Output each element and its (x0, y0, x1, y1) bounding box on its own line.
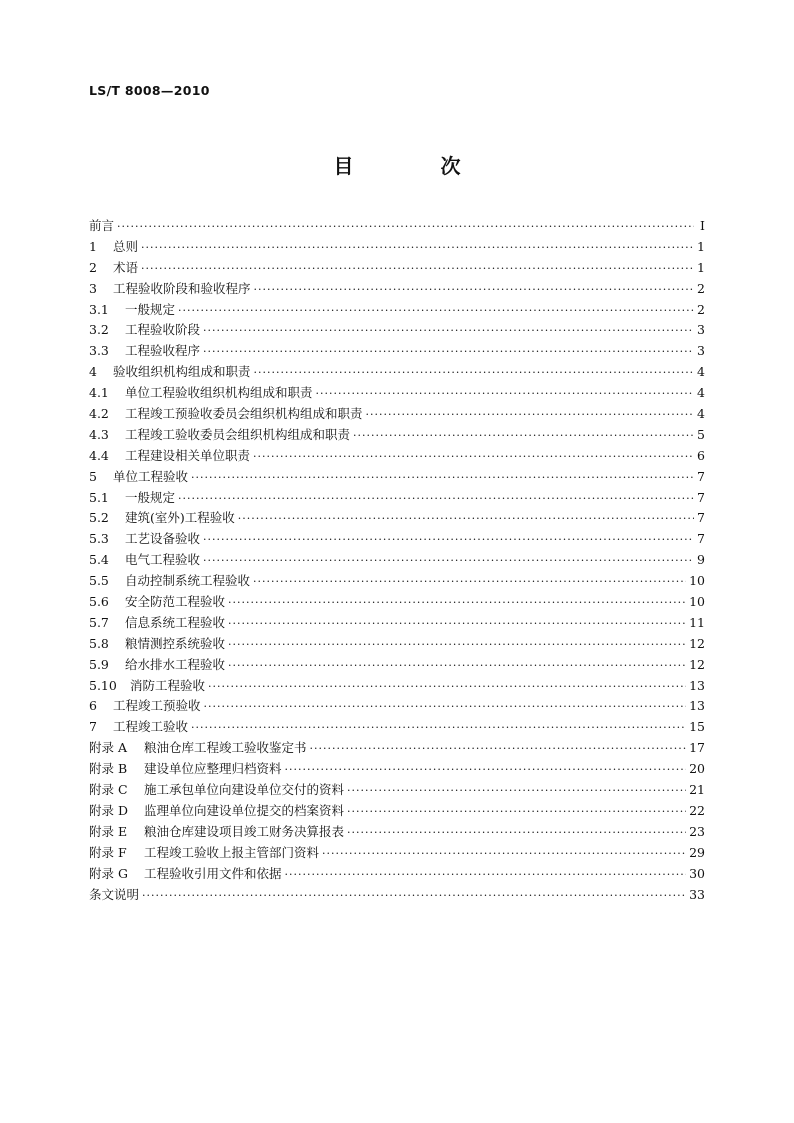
toc-entry-page: 7 (697, 510, 705, 526)
toc-entry-label: 自动控制系统工程验收 (125, 573, 251, 589)
toc-entry-number: 4.3 (89, 426, 109, 442)
dot-leader (285, 760, 687, 781)
dot-leader (142, 886, 686, 907)
dot-leader (254, 363, 694, 384)
toc-entry-number: 2 (89, 259, 97, 275)
toc-entry-page: 6 (697, 447, 705, 463)
toc-entry-page: 7 (697, 468, 705, 484)
toc-entry-label: 工程验收阶段 (125, 322, 201, 338)
toc-entry-number: 5.7 (89, 614, 109, 630)
dot-leader (316, 384, 694, 405)
toc-entry[interactable] (89, 467, 705, 488)
dot-leader (238, 509, 694, 530)
toc-entry-number: 3.1 (89, 301, 109, 317)
toc-entry-label: 术语 (113, 259, 139, 275)
dot-leader (141, 259, 694, 280)
toc-entry-label: 一般规定 (125, 301, 176, 317)
toc-entry[interactable] (89, 655, 705, 676)
toc-entry-label: 工程验收阶段和验收程序 (113, 280, 251, 296)
toc-entry-label: 电气工程验收 (125, 552, 201, 568)
toc-entry-label: 工程验收引用文件和依据 (144, 865, 282, 881)
dot-leader (253, 572, 686, 593)
toc-entry-page: 4 (697, 385, 705, 401)
toc-entry-label: 建筑(室外)工程验收 (125, 510, 235, 526)
toc-entry-label: 单位工程验收组织机构组成和职责 (125, 385, 313, 401)
toc-entry-label: 施工承包单位向建设单位交付的资料 (144, 782, 345, 798)
toc-entry-page: 23 (689, 823, 705, 839)
dot-leader (347, 823, 686, 844)
toc-entry-label: 前言 (89, 218, 115, 233)
toc-entry-number: 5.9 (89, 656, 109, 672)
toc-entry[interactable] (89, 843, 705, 864)
dot-leader (203, 530, 694, 551)
toc-entry-number: 4 (89, 364, 97, 380)
toc-entry-page: 29 (689, 844, 705, 860)
toc-entry[interactable] (89, 508, 705, 529)
toc-entry-number: 3.3 (89, 343, 109, 359)
toc-entry-number: 5.10 (89, 677, 117, 693)
toc-entry-page: 4 (697, 364, 705, 380)
toc-entry-number: 1 (89, 238, 97, 254)
toc-entry-page: Ⅰ (700, 218, 705, 233)
toc-entry-number: 4.1 (89, 385, 109, 401)
toc-entry[interactable] (89, 822, 705, 843)
toc-entry[interactable] (89, 529, 705, 550)
toc-entry-page: 15 (689, 719, 705, 735)
dot-leader (178, 489, 694, 510)
toc-entry-page: 22 (689, 802, 705, 818)
toc-entry-page: 12 (689, 656, 705, 672)
toc-entry-page: 33 (689, 886, 705, 902)
toc-entry-number: 附录 B (89, 761, 128, 777)
toc-entry-label: 条文说明 (89, 886, 140, 902)
toc-entry[interactable] (89, 300, 705, 321)
dot-leader (141, 238, 694, 259)
toc-entry[interactable] (89, 634, 705, 655)
dot-leader (322, 844, 686, 865)
toc-entry[interactable] (89, 885, 705, 906)
toc-entry-number: 附录 D (89, 802, 128, 818)
dot-leader (203, 551, 694, 572)
toc-entry-label: 工程竣工验收上报主管部门资料 (144, 844, 320, 860)
toc-entry-label: 单位工程验收 (113, 468, 189, 484)
toc-entry-label: 工程竣工预验收委员会组织机构组成和职责 (125, 406, 363, 422)
toc-entry[interactable] (89, 258, 705, 279)
toc-entry-label: 安全防范工程验收 (125, 594, 226, 610)
toc-entry-number: 4.4 (89, 447, 109, 463)
toc-entry-number: 5.5 (89, 573, 109, 589)
toc-entry[interactable] (89, 320, 705, 341)
dot-leader (204, 697, 687, 718)
toc-entry-label: 消防工程验收 (130, 677, 206, 693)
toc-entry[interactable] (89, 759, 705, 780)
toc-entry-label: 工程竣工预验收 (113, 698, 201, 714)
dot-leader (203, 342, 694, 363)
toc-entry-number: 5.2 (89, 510, 109, 526)
toc-entry-label: 验收组织机构组成和职责 (113, 364, 251, 380)
toc-entry-label: 信息系统工程验收 (125, 614, 226, 630)
toc-entry-page: 10 (689, 573, 705, 589)
dot-leader (353, 426, 694, 447)
toc-entry-label: 工艺设备验收 (125, 531, 201, 547)
toc-entry-label: 工程建设相关单位职责 (125, 447, 251, 463)
toc-entry-number: 3.2 (89, 322, 109, 338)
toc-entry-number: 5.8 (89, 635, 109, 651)
toc-entry-label: 给水排水工程验收 (125, 656, 226, 672)
toc-entry-page: 12 (689, 635, 705, 651)
dot-leader (310, 739, 687, 760)
toc-entry-page: 4 (697, 406, 705, 422)
toc-entry[interactable] (89, 550, 705, 571)
toc-entry-page: 7 (697, 531, 705, 547)
toc-entry-page: 2 (697, 280, 705, 296)
toc-entry-page: 20 (689, 761, 705, 777)
toc-entry-page: 30 (689, 865, 705, 881)
toc-entry-number: 7 (89, 719, 97, 735)
toc-entry-number: 附录 E (89, 823, 128, 839)
dot-leader (228, 656, 686, 677)
toc-entry-number: 5.6 (89, 594, 109, 610)
toc-entry-page: 7 (697, 489, 705, 505)
dot-leader (253, 447, 694, 468)
toc-entry[interactable] (89, 362, 705, 383)
toc-entry-label: 总则 (113, 238, 139, 254)
dot-leader (178, 301, 694, 322)
toc-entry-label: 粮油仓库工程竣工验收鉴定书 (144, 740, 307, 756)
dot-leader (191, 468, 694, 489)
dot-leader (228, 635, 686, 656)
toc-entry-label: 工程竣工验收 (113, 719, 189, 735)
toc-entry-page: 13 (689, 677, 705, 693)
toc-entry-number: 附录 F (89, 844, 127, 860)
dot-leader (254, 280, 694, 301)
toc-entry-number: 附录 G (89, 865, 128, 881)
dot-leader (347, 781, 686, 802)
toc-entry[interactable] (89, 717, 705, 738)
toc-entry-label: 建设单位应整理归档资料 (144, 761, 282, 777)
toc-entry[interactable] (89, 571, 705, 592)
toc-entry-number: 附录 A (89, 740, 128, 756)
toc-entry-label: 粮油仓库建设项目竣工财务决算报表 (144, 823, 345, 839)
standard-code: LS/T 8008—2010 (89, 83, 210, 98)
toc-entry-page: 1 (697, 259, 705, 275)
dot-leader (347, 802, 686, 823)
toc-entry-number: 6 (89, 698, 97, 714)
dot-leader (366, 405, 694, 426)
toc-entry[interactable] (89, 404, 705, 425)
toc-entry-page: 1 (697, 238, 705, 254)
toc-entry-number: 5 (89, 468, 97, 484)
toc-entry-page: 13 (689, 698, 705, 714)
toc-entry[interactable] (89, 488, 705, 509)
toc-entry-page: 3 (697, 343, 705, 359)
toc-entry-page: 10 (689, 594, 705, 610)
dot-leader (208, 677, 686, 698)
dot-leader (285, 865, 687, 886)
toc-entry[interactable] (89, 613, 705, 634)
dot-leader (228, 614, 686, 635)
table-of-contents (89, 216, 705, 905)
toc-entry-page: 11 (689, 614, 705, 630)
toc-entry-number: 5.3 (89, 531, 109, 547)
dot-leader (191, 718, 686, 739)
toc-entry[interactable] (89, 446, 705, 467)
toc-entry-page: 5 (697, 426, 705, 442)
toc-entry[interactable] (89, 592, 705, 613)
toc-entry-number: 5.4 (89, 552, 109, 568)
toc-entry-number: 5.1 (89, 489, 109, 505)
page-title: 目 次 (333, 154, 501, 178)
toc-entry[interactable] (89, 216, 705, 237)
toc-entry[interactable] (89, 801, 705, 822)
toc-entry-label: 工程竣工验收委员会组织机构组成和职责 (125, 426, 351, 442)
toc-entry[interactable] (89, 279, 705, 300)
toc-entry[interactable] (89, 383, 705, 404)
toc-entry[interactable] (89, 425, 705, 446)
toc-entry-page: 17 (689, 740, 705, 756)
toc-entry[interactable] (89, 676, 705, 697)
toc-entry-page: 3 (697, 322, 705, 338)
toc-entry-page: 2 (697, 301, 705, 317)
toc-entry[interactable] (89, 738, 705, 759)
toc-entry[interactable] (89, 237, 705, 258)
toc-entry-label: 监理单位向建设单位提交的档案资料 (144, 802, 345, 818)
dot-leader (228, 593, 686, 614)
toc-entry[interactable] (89, 864, 705, 885)
toc-entry-page: 9 (697, 552, 705, 568)
toc-entry-page: 21 (689, 782, 705, 798)
toc-entry-number: 4.2 (89, 406, 109, 422)
toc-entry-number: 3 (89, 280, 97, 296)
toc-entry-label: 一般规定 (125, 489, 176, 505)
toc-entry[interactable] (89, 341, 705, 362)
toc-entry-number: 附录 C (89, 782, 128, 798)
dot-leader (117, 217, 694, 238)
toc-entry-label: 工程验收程序 (125, 343, 201, 359)
dot-leader (203, 321, 694, 342)
toc-entry[interactable] (89, 696, 705, 717)
toc-entry[interactable] (89, 780, 705, 801)
toc-entry-label: 粮情测控系统验收 (125, 635, 226, 651)
